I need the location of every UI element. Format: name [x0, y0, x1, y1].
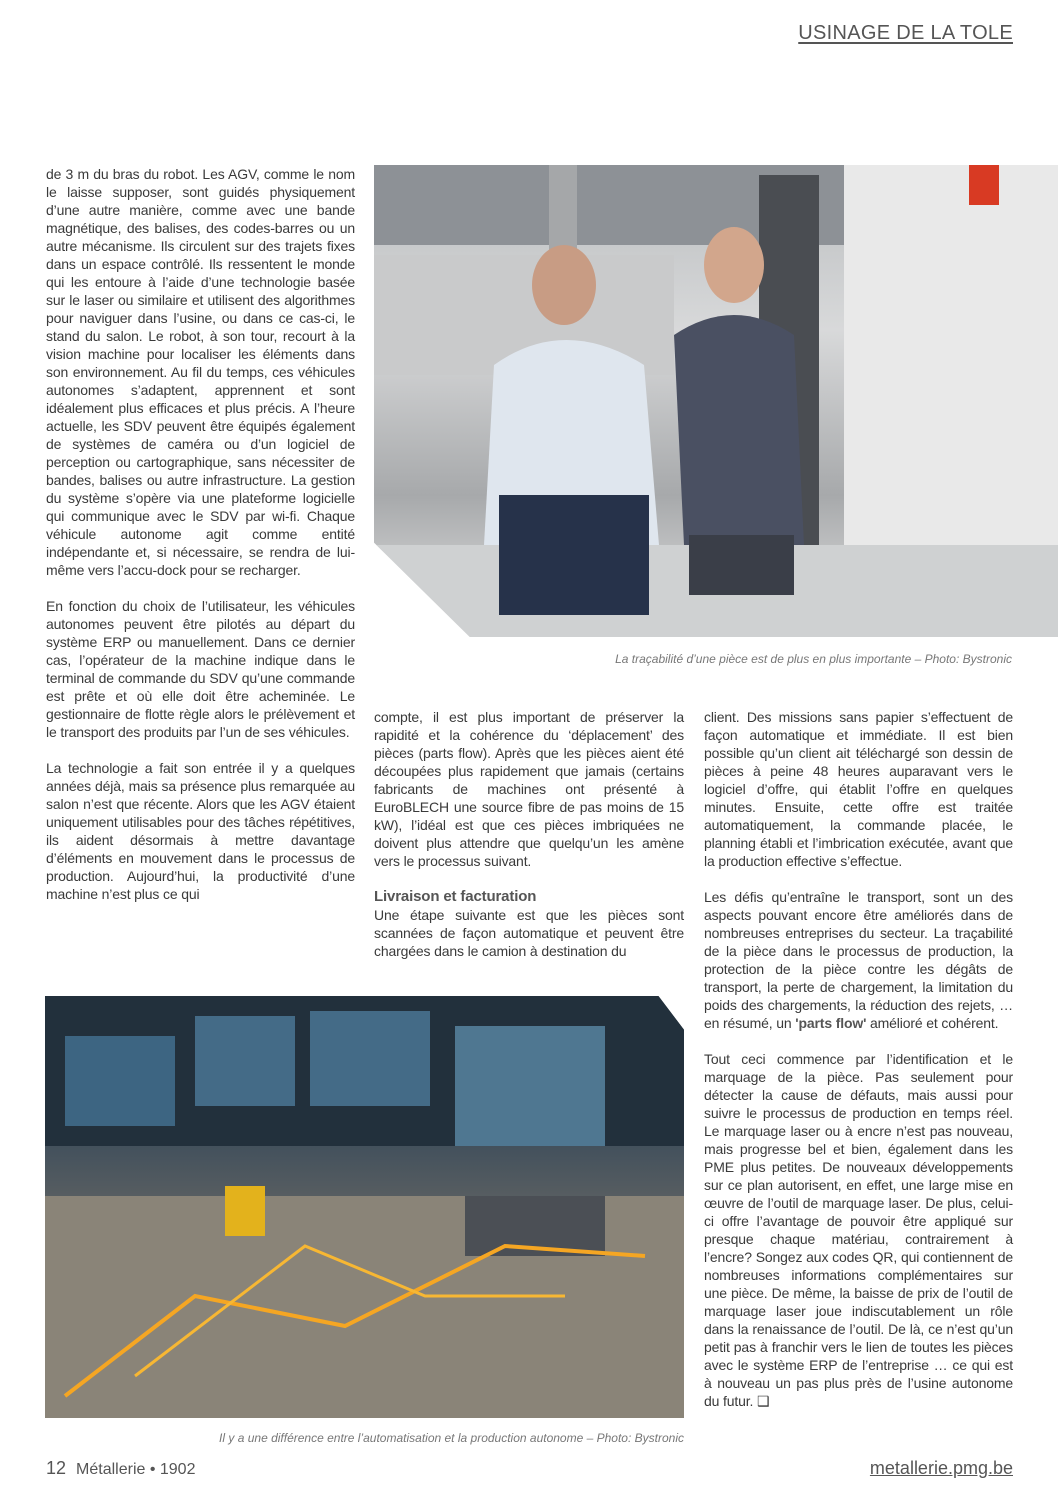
- section-heading: Livraison et facturation: [374, 888, 537, 905]
- photo-two-men-inspecting-part: [374, 165, 1058, 637]
- paragraph: [704, 888, 1013, 1032]
- footer-left: [46, 1458, 195, 1479]
- paragraph: client. Des missions sans papier s’effectuent de façon automatique et immédiate. Il est bien possible qu’un client ait téléchargé son dessin de pièces à peine 48 heures auparavant vers le logiciel d’offre, qui établit l’offre en quelques minutes. Ensuite, cette offre est traitée automatiquement, la commande placée, le planning établi et l’imbrication exécutée, avant que la production effective s’effectue.: [704, 709, 1013, 869]
- text: amélioré et cohérent.: [866, 1015, 999, 1031]
- section-title: USINAGE DE LA TOLE: [798, 22, 1013, 44]
- text: Tout ceci commence par l’identification et le marquage de la pièce. Pas seulement pour détecter la cause de défauts, mais aussi pour suivre le processus de production en temps réel. Le marquage laser ou à encre n’est pas nouveau, mais progresse bel et bien, également dans les PME plus petites. De nouveaux développements sur ce plan autorisent, en effet, une large mise en œuvre de l’outil de marquage laser. De plus, celui-ci offre l’avantage de pouvoir être appliqué sur presque chaque matériau, contrairement à l’encre? Songez aux codes QR, qui contiennent de nombreuses informations complémentaires sur une pièce. De même, la baisse de prix de l’outil de marquage laser joue indiscutablement un rôle dans la renaissance de l’outil. De là, ce n’est qu’un petit pas à franchir vers le lien de toutes les pièces avec le système ERP de l’entreprise … ce qui est à nouveau un pas plus près de l’usine autonome du futur.: [704, 1051, 1013, 1409]
- paragraph: [704, 1050, 1013, 1410]
- photo-illustration: [45, 996, 684, 1418]
- bold-term: 'parts flow': [795, 1015, 867, 1031]
- end-mark-icon: ❑: [757, 1393, 770, 1409]
- website-link[interactable]: metallerie.pmg.be: [869, 1458, 1013, 1478]
- page-number: 12: [46, 1458, 67, 1478]
- photo-illustration: [374, 165, 1058, 637]
- paragraph: de 3 m du bras du robot. Les AGV, comme le nom le laisse supposer, sont guidés physiquement d’une autre manière, comme avec une bande magnétique, des balises, des codes-barres ou un autre mécanisme. Ils circulent sur des trajets fixes dans un espace contrôlé. Ils ressentent le monde qui les entoure à l’aide d’une technologie basée sur le laser ou similaire et utilisent des algorithmes pour naviguer dans l’usine, ou dans ce cas-ci, le stand du salon. Le robot, à son tour, recourt à la vision machine pour localiser les éléments dans son environnement. Au fil du temps, ces véhicules autonomes s’adaptent, apprennent et sont idéalement plus efficaces et plus précis. A l’heure actuelle, les SDV peuvent être équipés également de systèmes de caméra ou d’un logiciel de perception ou cartographique, sans nécessiter de bandes, balises ou autre infrastructure. La gestion du système s’opère via une plateforme logicielle qui communique avec le SDV par wi-fi. Chaque véhicule autonome agit comme entité indépendante et, si nécessaire, se rendra de lui-même vers l’accu-dock pour se recharger.: [46, 166, 355, 578]
- column-2: [374, 708, 684, 978]
- column-3: [704, 708, 1013, 1428]
- photo-autonomous-factory: [45, 996, 684, 1418]
- magazine-issue: Métallerie • 1902: [76, 1461, 196, 1478]
- paragraph: compte, il est plus important de préserver la rapidité et la cohérence du ‘déplacement’ des pièces (parts flow). Après que les pièces aient été découpées plus rapidement que jamais (certains fabricants de machines ont présenté à EuroBLECH une source fibre de pas moins de 15 kW), l’idéal est que ces pièces imbriquées ne doivent plus attendre que quelqu’un les amène vers le processus suivant.: [374, 709, 684, 869]
- paragraph: La technologie a fait son entrée il y a quelques années déjà, mais sa présence plus remarquée au salon n’est que récente. Alors que les AGV étaient uniquement utilisables pour des tâches répétitives, ils aident désormais à mettre davantage d’éléments en mouvement dans le processus de production. Aujourd’hui, la productivité d’une machine n’est plus ce qui: [46, 760, 355, 902]
- paragraph: Une étape suivante est que les pièces sont scannées de façon automatique et peuvent être chargées dans le camion à destination du: [374, 907, 684, 959]
- photo1-caption: La traçabilité d’une pièce est de plus en plus importante – Photo: Bystronic: [615, 652, 1012, 666]
- column-1: [46, 165, 355, 921]
- paragraph: En fonction du choix de l’utilisateur, les véhicules autonomes peuvent être pilotés au départ du système ERP ou manuellement. Dans ce dernier cas, l’opérateur de la machine indique dans le terminal de commande du SDV qu’une commande est prête et où elle doit être acheminée. Le gestionnaire de flotte règle alors le prélèvement et le transport des produits par l’un de ses véhicules.: [46, 598, 355, 740]
- text: Les défis qu’entraîne le transport, sont un des aspects pouvant encore être améliorés dans de nombreuses entreprises du secteur. La traçabilité de la pièce dans le processus de production, la protection de la pièce contre les dégâts de transport, la perte de chargement, la limitation du poids des chargements, la réduction des rejets, … en résumé, un: [704, 889, 1013, 1031]
- photo2-caption: Il y a une différence entre l’automatisation et la production autonome – Photo: Bystronic: [219, 1431, 684, 1445]
